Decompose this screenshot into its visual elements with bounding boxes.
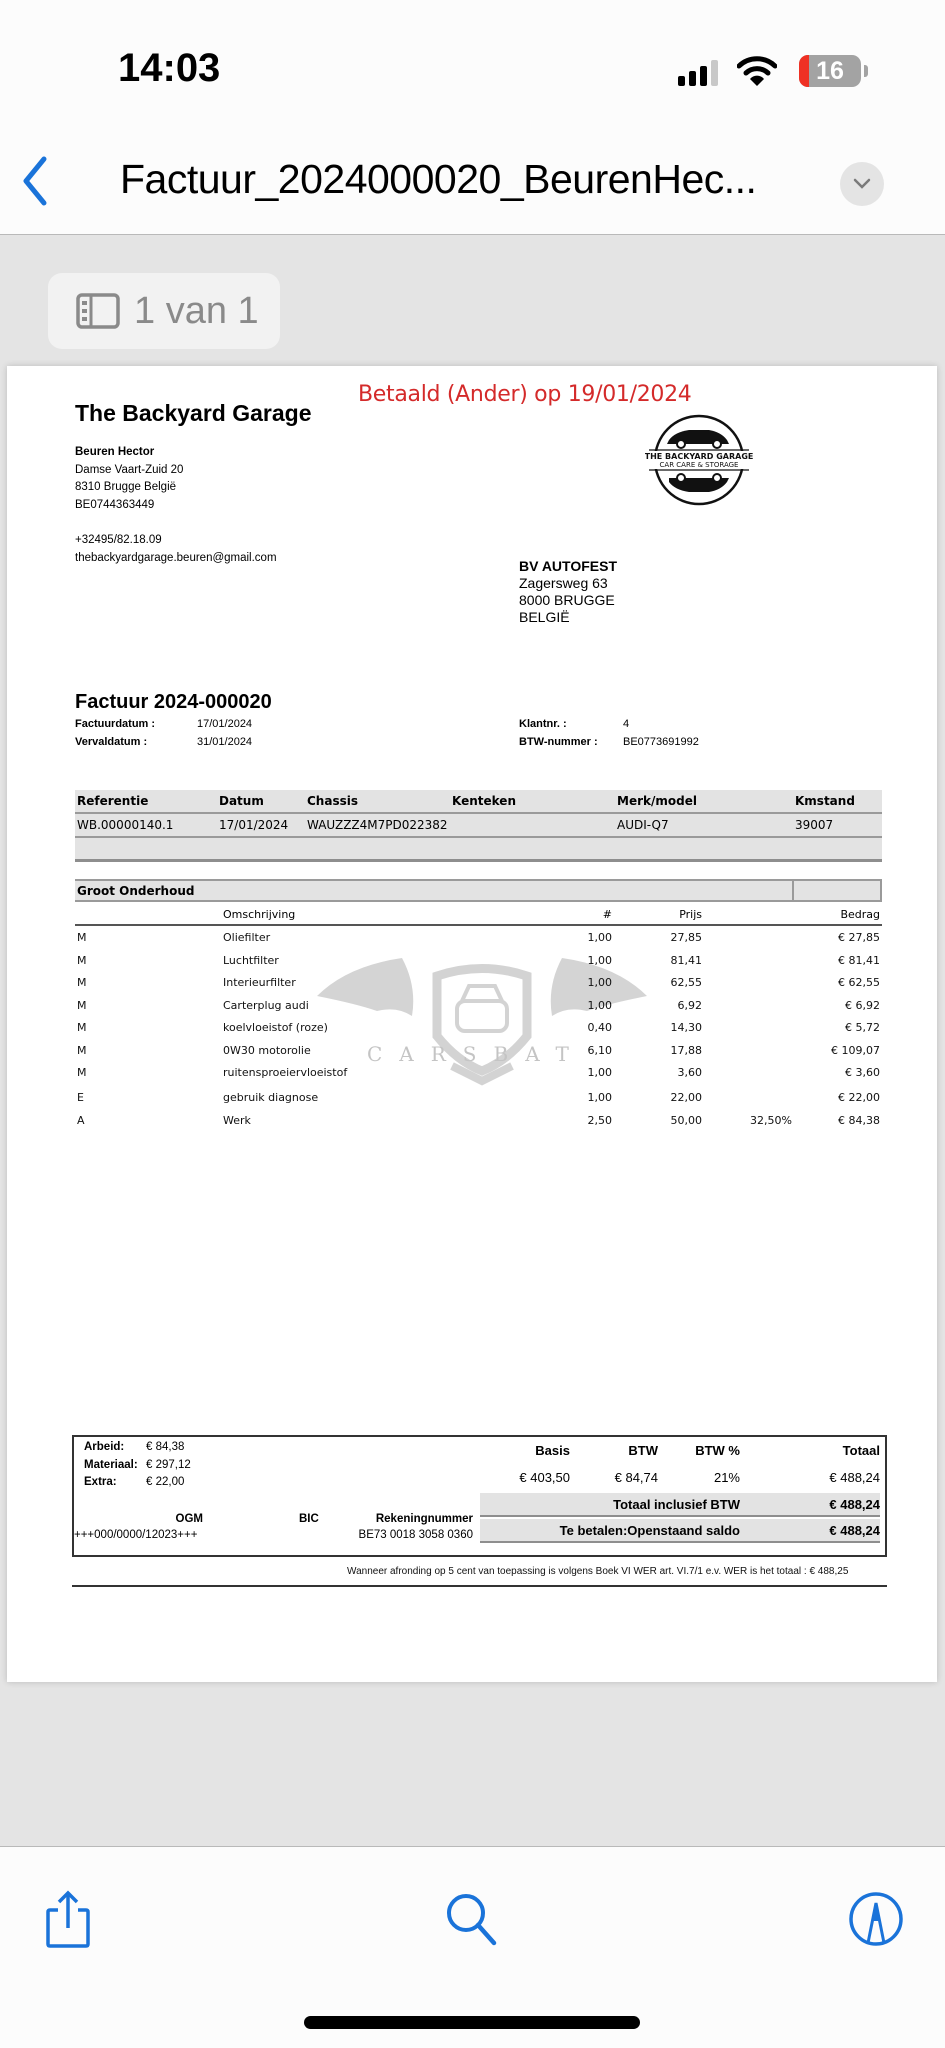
item-qty: 2,50: [587, 1113, 612, 1127]
invoice-line-item: [75, 949, 882, 972]
recipient-country: BELGIË: [519, 609, 570, 625]
cellular-signal-icon: [678, 60, 722, 86]
column-header: Basis: [535, 1443, 570, 1458]
invoice-line-item: [75, 994, 882, 1017]
breakdown-label: Extra:: [84, 1476, 117, 1488]
item-description: Oliefilter: [223, 931, 271, 944]
amount-due-value: € 488,24: [829, 1523, 880, 1538]
item-qty: 1,00: [587, 1066, 612, 1079]
column-header: Omschrijving: [223, 908, 296, 921]
item-code: M: [77, 1021, 87, 1034]
item-code: M: [77, 931, 87, 944]
item-description: Werk: [223, 1113, 251, 1127]
breakdown-label: Materiaal:: [84, 1458, 138, 1471]
item-amount: € 6,92: [845, 998, 880, 1012]
top-bar: [0, 0, 945, 235]
item-description: Carterplug audi: [223, 998, 309, 1012]
status-time: 14:03: [118, 46, 221, 90]
due-date: 31/01/2024: [197, 735, 253, 748]
invoice-line-item: [75, 1039, 882, 1062]
column-header: Datum: [219, 794, 264, 808]
item-description: Luchtfilter: [223, 953, 279, 967]
search-icon: [444, 1891, 500, 1947]
date: 17/01/2024: [219, 818, 289, 832]
column-header: Merk/model: [617, 794, 697, 808]
meta-label: Klantnr. :: [519, 718, 567, 730]
battery-level: 16: [816, 57, 844, 85]
watermark-text: CARSBAT: [367, 1042, 586, 1066]
item-amount: € 109,07: [831, 1043, 880, 1057]
column-header: Totaal: [842, 1443, 880, 1458]
item-amount: € 84,38: [838, 1113, 880, 1127]
wifi-icon: [737, 54, 777, 88]
meta-label: BTW-nummer :: [519, 735, 598, 748]
group-header-box: [792, 879, 880, 902]
vehicle-table-empty-row: [75, 838, 882, 862]
title-menu-button[interactable]: [840, 162, 884, 206]
invoice-date: 17/01/2024: [197, 718, 253, 730]
item-code: M: [77, 953, 87, 967]
column-header: BTW: [628, 1443, 658, 1458]
sidebar-icon: [76, 293, 120, 329]
item-price: 27,85: [670, 931, 702, 944]
item-qty: 0,40: [587, 1021, 612, 1034]
items-header: [75, 904, 882, 926]
rounding-note: Wanneer afronding op 5 cent van toepassing is volgens Boek VI WER art. VI.7/1 e.v. WER is het totaal : € 488,25: [347, 1566, 849, 1577]
item-price: 62,55: [670, 976, 702, 989]
totals-box: [72, 1435, 887, 1557]
sender-phone: +32495/82.18.09: [75, 534, 162, 546]
sender-vat: BE0744363449: [75, 498, 155, 511]
vehicle-table: [75, 790, 882, 862]
labour-total: € 84,38: [146, 1441, 185, 1453]
total-incl-vat-row: [480, 1493, 880, 1517]
item-price: 50,00: [670, 1113, 702, 1127]
material-total: € 297,12: [146, 1458, 191, 1471]
item-description: ruitensproeiervloeistof: [223, 1066, 348, 1079]
share-icon: [44, 1890, 92, 1948]
items-list: [75, 926, 882, 1131]
column-header: Kmstand: [795, 794, 855, 808]
markup-pen-icon: [848, 1891, 904, 1947]
item-price: 3,60: [677, 1066, 702, 1079]
account-label: Rekeningnummer: [375, 1513, 473, 1525]
vehicle-table-row: [75, 814, 882, 838]
bic-label: BIC: [299, 1513, 319, 1525]
item-price: 14,30: [670, 1021, 702, 1034]
meta-label: Factuurdatum :: [75, 718, 156, 730]
document-title[interactable]: Factuur_2024000020_BeurenHec...: [120, 156, 757, 202]
battery-icon: [799, 55, 861, 87]
page-indicator-label: 1 van 1: [134, 289, 259, 332]
item-amount: € 3,60: [845, 1066, 880, 1079]
column-header: Referentie: [77, 794, 149, 808]
vat-percent: 21%: [713, 1470, 740, 1485]
total-incl-vat-value: € 488,24: [829, 1497, 880, 1512]
sender-contact: [75, 532, 277, 567]
item-price: 22,00: [670, 1091, 702, 1104]
item-amount: € 81,41: [838, 953, 880, 967]
item-code: M: [77, 1066, 87, 1079]
logo-line1: THE BACKYARD GARAGE: [645, 452, 753, 461]
item-description: Interieurfilter: [223, 976, 296, 989]
company-name: The Backyard Garage: [75, 400, 312, 426]
logo-line2: CAR CARE & STORAGE: [659, 461, 739, 469]
make-model: AUDI-Q7: [617, 818, 669, 832]
sender-name: Beuren Hector: [75, 446, 155, 458]
column-header: #: [602, 908, 612, 921]
sender-city: 8310 Brugge België: [75, 481, 177, 493]
item-description: gebruik diagnose: [223, 1091, 319, 1104]
item-amount: € 27,85: [838, 931, 880, 944]
item-qty: 6,10: [587, 1043, 612, 1057]
meta-label: Vervaldatum :: [75, 735, 148, 748]
item-amount: € 22,00: [838, 1091, 880, 1104]
chassis: WAUZZZ4M7PD022382: [307, 818, 448, 832]
chevron-down-icon: [852, 177, 872, 191]
ogm-value: +++000/0000/12023+++: [74, 1529, 198, 1541]
item-description: koelvloeistof (roze): [223, 1021, 328, 1034]
reference: WB.00000140.1: [77, 818, 174, 832]
page-indicator[interactable]: [48, 273, 280, 349]
item-price: 17,88: [670, 1043, 702, 1057]
ogm-label: OGM: [175, 1513, 203, 1525]
item-code: M: [77, 1043, 87, 1057]
invoice-title: Factuur 2024-000020: [75, 691, 272, 713]
cost-breakdown: [84, 1439, 191, 1492]
group-title: Groot Onderhoud: [77, 884, 195, 898]
recipient-city: 8000 BRUGGE: [519, 592, 615, 608]
divider: [72, 1585, 887, 1587]
item-qty: 1,00: [587, 931, 612, 944]
customer-info: [519, 716, 699, 751]
chevron-left-icon[interactable]: [16, 155, 56, 207]
sender-street: Damse Vaart-Zuid 20: [75, 463, 184, 476]
total-incl-vat-label: Totaal inclusief BTW: [613, 1497, 740, 1512]
sender-address: [75, 444, 183, 514]
item-qty: 1,00: [587, 953, 612, 967]
invoice-line-item: [75, 926, 882, 949]
account-number: BE73 0018 3058 0360: [358, 1529, 473, 1541]
invoice-line-item: [75, 1086, 882, 1109]
markup-button[interactable]: [846, 1887, 906, 1951]
total-value: € 488,24: [829, 1470, 880, 1485]
invoice-line-item: [75, 1061, 882, 1086]
item-discount: 32,50%: [750, 1113, 792, 1127]
amount-due-row: [480, 1519, 880, 1543]
column-header: BTW %: [695, 1443, 740, 1458]
invoice-line-item: [75, 1109, 882, 1132]
search-button[interactable]: [442, 1887, 502, 1951]
basis-value: € 403,50: [519, 1470, 570, 1485]
mileage: 39007: [795, 818, 834, 832]
customer-number: 4: [623, 718, 630, 730]
recipient-address: [519, 558, 617, 626]
breakdown-label: Arbeid:: [84, 1441, 125, 1453]
item-qty: 1,00: [587, 998, 612, 1012]
column-header: Kenteken: [452, 794, 516, 808]
item-price: 81,41: [670, 953, 702, 967]
vehicle-table-header: [75, 790, 882, 814]
item-qty: 1,00: [587, 976, 612, 989]
vat-value: € 84,74: [614, 1470, 658, 1485]
recipient-street: Zagersweg 63: [519, 575, 608, 591]
column-header: Prijs: [679, 908, 702, 921]
item-code: M: [77, 998, 87, 1012]
item-price: 6,92: [677, 998, 702, 1012]
share-button[interactable]: [38, 1887, 98, 1951]
column-header: Chassis: [307, 794, 358, 808]
amount-due-label: Te betalen:Openstaand saldo: [559, 1523, 740, 1538]
garage-logo: [645, 412, 753, 508]
item-amount: € 62,55: [838, 976, 880, 989]
battery-tip: [864, 65, 868, 77]
item-code: M: [77, 976, 87, 989]
customer-vat: BE0773691992: [623, 735, 699, 748]
home-indicator[interactable]: [304, 2016, 640, 2029]
item-code: A: [77, 1113, 85, 1127]
recipient-name: BV AUTOFEST: [519, 558, 618, 574]
item-group-header: [75, 879, 882, 902]
invoice-line-item: [75, 1016, 882, 1039]
pdf-page: [7, 366, 937, 1682]
column-header: Bedrag: [840, 908, 880, 921]
item-amount: € 5,72: [845, 1021, 880, 1034]
item-qty: 1,00: [587, 1091, 612, 1104]
item-code: E: [77, 1091, 84, 1104]
invoice-line-item: [75, 971, 882, 994]
item-description: 0W30 motorolie: [223, 1043, 311, 1057]
invoice-dates: [75, 716, 252, 751]
sender-email: thebackyardgarage.beuren@gmail.com: [75, 551, 277, 564]
paid-stamp: Betaald (Ander) op 19/01/2024: [358, 382, 692, 407]
extra-total: € 22,00: [146, 1476, 185, 1488]
